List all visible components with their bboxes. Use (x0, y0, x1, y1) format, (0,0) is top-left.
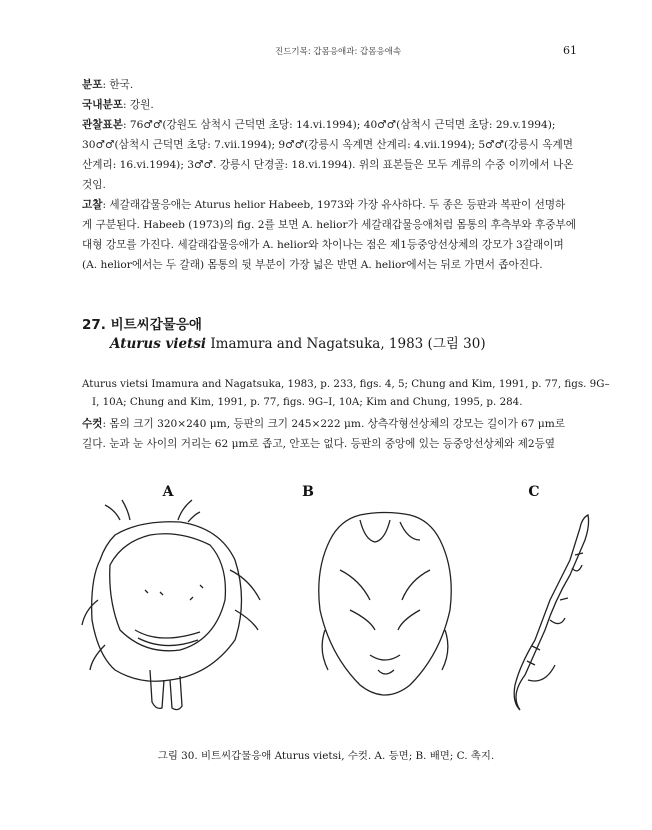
remarks-line: : 세갈래갑물응애는 Aturus helior Habeeb, 1973와 가장 유사하다. 두 종은 등판과 복판이 선명하 (102, 199, 566, 211)
remarks-paragraph (82, 195, 574, 275)
male-paragraph (82, 414, 574, 454)
figure-caption: 그림 30. 비트씨갑물응애 Aturus vietsi, 수컷. A. 등면; B. 배면; C. 촉지. (157, 750, 495, 762)
domestic-text: : 강원. (122, 99, 154, 111)
running-title: 진드기목: 갑몸응애과: 갑몸응애속 (275, 47, 402, 57)
figure-label-c: C (528, 484, 540, 500)
species-authority: Imamura and Nagatsuka, 1983 (그림 30) (206, 336, 486, 352)
palp-drawing (514, 515, 588, 710)
specimens-line: : 76♂♂(강원도 삼척시 근덕면 초당: 14.vi.1994); 40♂♂(삼척시 근덕면 초당: 29.v.1994); (122, 119, 556, 131)
figure-label-b: B (302, 484, 314, 500)
male-label: 수컷 (82, 418, 103, 430)
page-number: 61 (563, 44, 577, 57)
remarks-line: 대형 강모를 가진다. 세갈래갑물응애가 A. helior와 차이나는 점은 제1등중앙선상체의 강모가 3갈래이며 (82, 239, 564, 251)
species-heading (110, 332, 486, 352)
specimens-line: 산계리: 16.vi.1994); 3♂♂. 강릉시 단경골: 18.vi.1994). 위의 표본들은 모두 계류의 수중 이끼에서 나온 (82, 159, 574, 171)
distribution-paragraph (82, 75, 574, 95)
references-paragraph (82, 375, 610, 411)
reference-line: Aturus vietsi Imamura and Nagatsuka, 1983, p. 233, figs. 4, 5; Chung and Kim, 1991, p. 77, figs. 9G– (82, 378, 610, 390)
figure-30 (60, 480, 620, 735)
domestic-label: 국내분포 (82, 99, 123, 111)
distribution-label: 분포 (82, 79, 103, 91)
male-line: 길다. 눈과 눈 사이의 거리는 62 μm로 좁고, 안포는 없다. 등판의 중앙에 있는 등중앙선상체와 제2등옆 (82, 438, 556, 450)
dorsal-view-drawing (82, 500, 260, 710)
figure-drawings (60, 480, 620, 735)
species-name: Aturus vietsi (110, 336, 207, 352)
remarks-label: 고찰 (82, 199, 103, 211)
reference-line: I, 10A; Chung and Kim, 1991, p. 77, figs. 9G–I, 10A; Kim and Chung, 1995, p. 284. (92, 396, 523, 408)
remarks-line: (A. helior에서는 두 갈래) 몸통의 뒷 부분이 가장 넓은 반면 A. helior에서는 뒤로 가면서 좁아진다. (82, 259, 543, 271)
specimens-paragraph (82, 115, 574, 195)
specimens-line: 것임. (82, 179, 106, 191)
distribution-text: : 한국. (102, 79, 134, 91)
figure-label-a: A (162, 484, 174, 500)
specimens-label: 관찰표본 (82, 119, 123, 131)
specimens-line: 30♂♂(삼척시 근덕면 초당: 7.vii.1994); 9♂♂(강릉시 옥계면 산계리: 4.vii.1994); 5♂♂(강릉시 옥계면 (82, 139, 573, 151)
male-line: : 몸의 크기 320×240 μm, 등판의 크기 245×222 μm. 상측각형선상체의 강모는 길이가 67 μm로 (102, 418, 566, 430)
domestic-paragraph (82, 95, 574, 115)
running-header (0, 44, 652, 60)
ventral-view-drawing (319, 513, 452, 696)
section-title: 27. 비트씨갑물응애 (82, 317, 202, 333)
remarks-line: 게 구분된다. Habeeb (1973)의 fig. 2를 보면 A. helior가 세갈래갑물응애처럼 몸통의 후측부와 후중부에 (82, 219, 576, 231)
